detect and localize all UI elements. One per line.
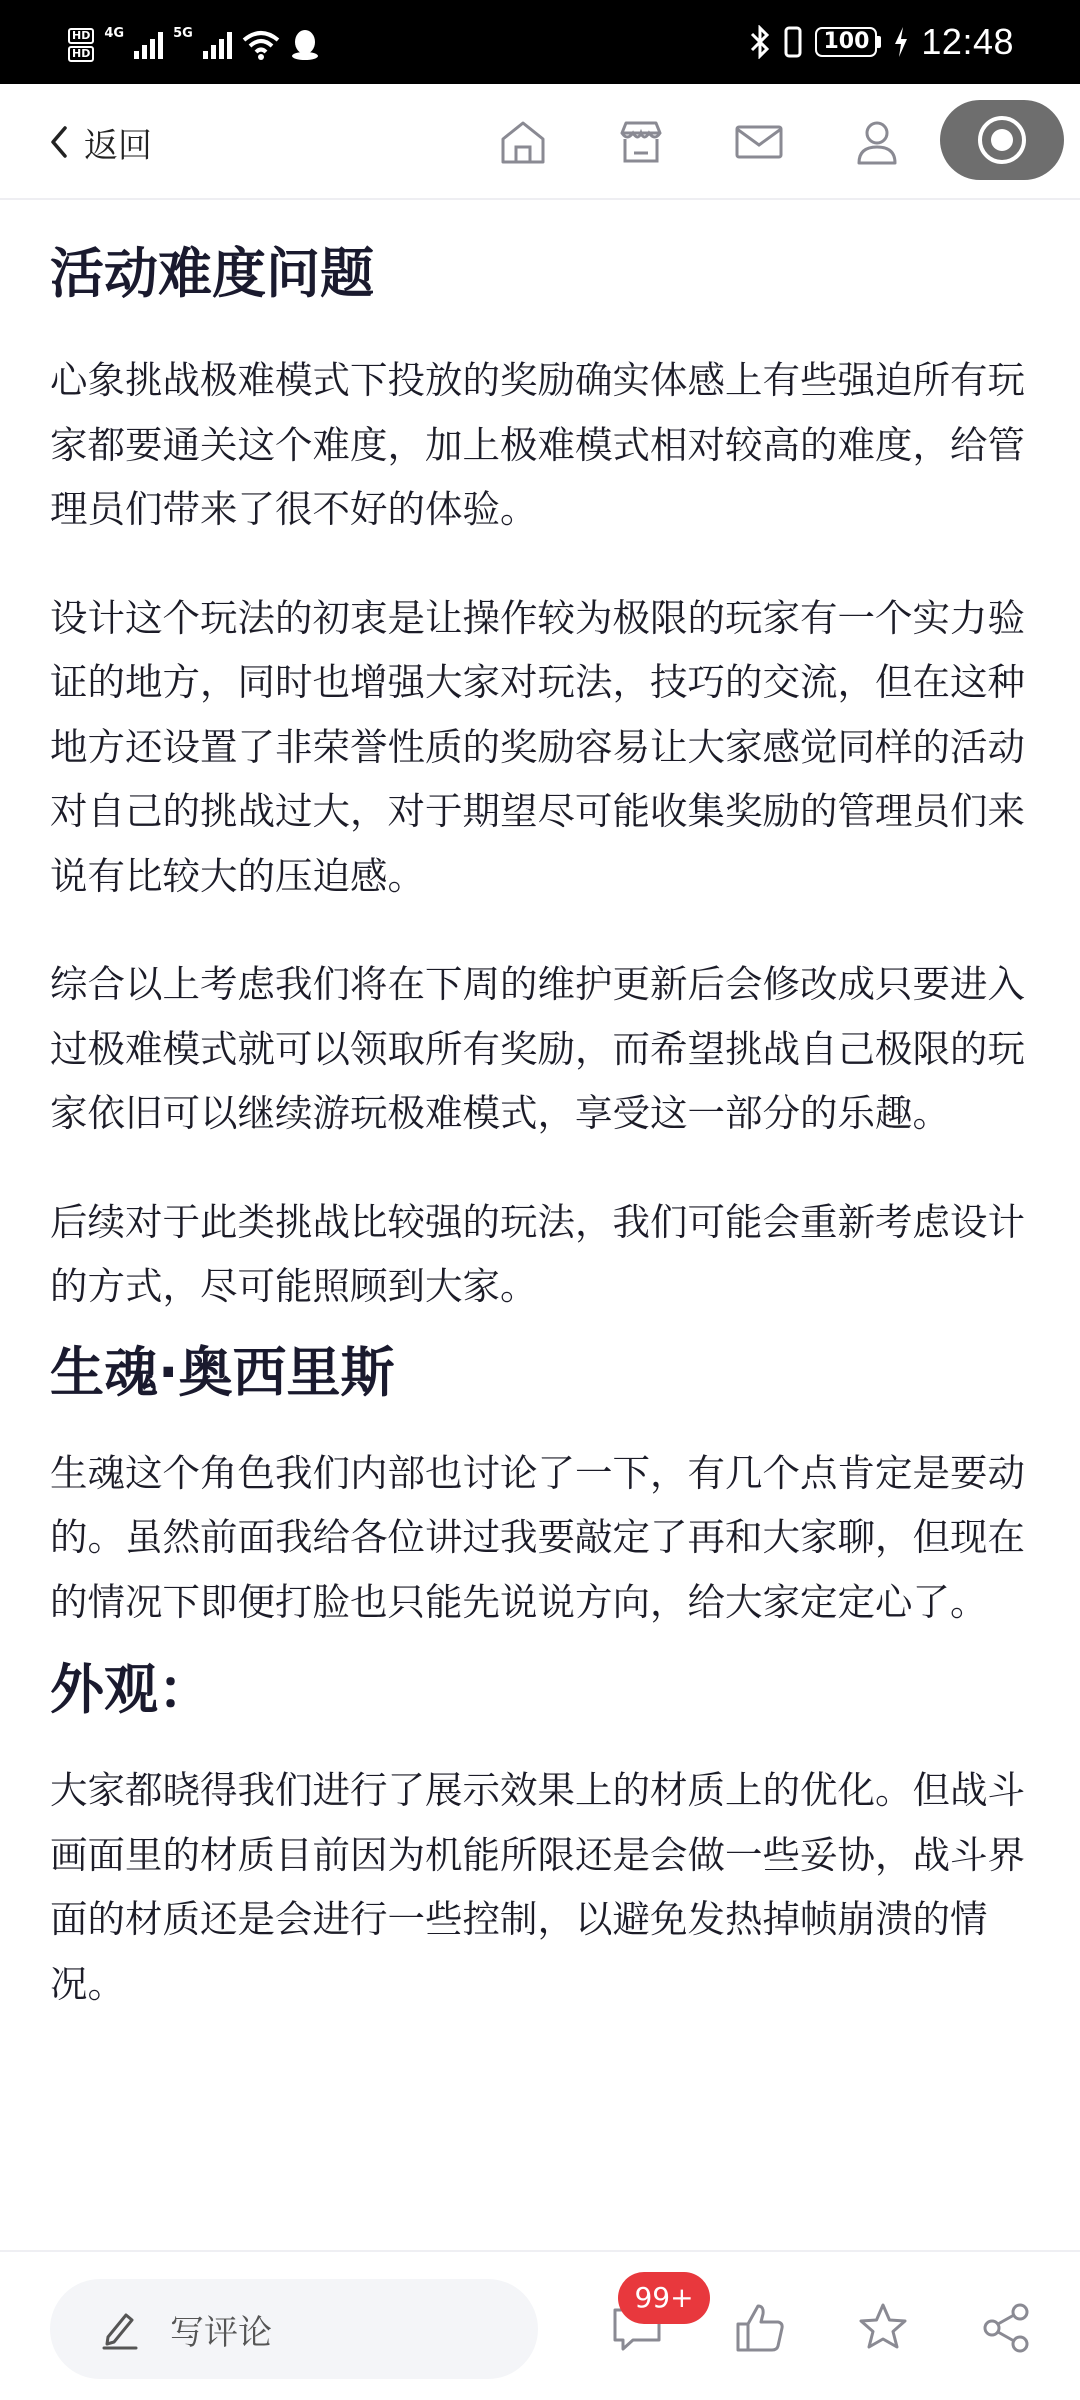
comment-placeholder: 写评论 [170, 2312, 272, 2353]
section-heading: 活动难度问题 [50, 242, 374, 305]
mail-button[interactable] [731, 114, 787, 170]
profile-button[interactable] [849, 114, 905, 170]
thumbs-up-icon [732, 2300, 788, 2356]
vibrate-icon [783, 25, 803, 59]
bluetooth-icon [749, 25, 771, 59]
record-button[interactable] [940, 100, 1064, 180]
comment-count-badge: 99+ [618, 2272, 710, 2324]
wifi-icon [242, 30, 280, 60]
charging-icon [893, 26, 909, 58]
status-right [749, 22, 1014, 62]
hd-indicator [68, 28, 94, 62]
battery-icon [815, 27, 881, 57]
paragraph: 综合以上考虑我们将在下周的维护更新后会修改成只要进入过极难模式就可以领取所有奖励，而希望挑战自己极限的玩家依旧可以继续游玩极难模式，享受这一部分的乐趣。 [50, 962, 1025, 1135]
status-left [68, 28, 320, 62]
qq-icon [290, 28, 320, 62]
signal-icon [134, 31, 163, 59]
store-icon [616, 117, 666, 167]
network-type-label: 4G [104, 26, 125, 41]
battery-level: 100 [815, 27, 877, 57]
record-icon [975, 113, 1029, 167]
back-label: 返回 [84, 125, 152, 166]
bottom-action-bar [0, 2250, 1080, 2400]
user-icon [852, 117, 902, 167]
back-button[interactable] [46, 114, 152, 170]
paragraph: 生魂这个角色我们内部也讨论了一下，有几个点肯定是要动的。虽然前面我给各位讲过我要敲定了再和大家聊，但现在的情况下即便打脸也只能先说说方向，给大家定定心了。 [50, 1450, 1025, 1624]
favorite-button[interactable] [851, 2296, 915, 2360]
home-icon [498, 117, 548, 167]
like-button[interactable] [728, 2296, 792, 2360]
comment-input[interactable] [50, 2279, 538, 2379]
share-button[interactable] [974, 2296, 1038, 2360]
pencil-icon [98, 2307, 142, 2351]
network-type-label: 5G [173, 26, 193, 41]
clock: 12:48 [921, 21, 1014, 62]
star-icon [855, 2300, 911, 2356]
paragraph: 心象挑战极难模式下投放的奖励确实体感上有些强迫所有玩家都要通关这个难度，加上极难模式相对较高的难度，给管理员们带来了很不好的体验。 [50, 358, 1025, 531]
chevron-left-icon [46, 122, 70, 162]
paragraph: 大家都晓得我们进行了展示效果上的材质上的优化。但战斗画面里的材质目前因为机能所限还是会做一些妥协，战斗界面的材质还是会进行一些控制，以避免发热掉帧崩溃的情况。 [50, 1768, 1025, 2006]
home-button[interactable] [495, 114, 551, 170]
status-bar [0, 0, 1080, 84]
section-heading: 生魂·奥西里斯 [50, 1340, 395, 1404]
paragraph: 后续对于此类挑战比较强的玩法，我们可能会重新考虑设计的方式，尽可能照顾到大家。 [50, 1199, 1025, 1308]
mail-icon [733, 117, 785, 167]
share-icon [978, 2300, 1034, 2356]
hd-label: HD [68, 46, 94, 62]
paragraph: 设计这个玩法的初衷是让操作较为极限的玩家有一个实力验证的地方，同时也增强大家对玩法，技巧的交流，但在这种地方还设置了非荣誉性质的奖励容易让大家感觉同样的活动对自己的挑战过大，对于期望尽可能收集奖励的管理员们来说有比较大的压迫感。 [50, 595, 1025, 898]
signal-icon [203, 31, 232, 59]
store-button[interactable] [613, 114, 669, 170]
nav-bar [0, 84, 1080, 200]
section-heading: 外观： [50, 1658, 212, 1721]
hd-label: HD [68, 28, 94, 44]
article-body [50, 200, 1034, 2016]
